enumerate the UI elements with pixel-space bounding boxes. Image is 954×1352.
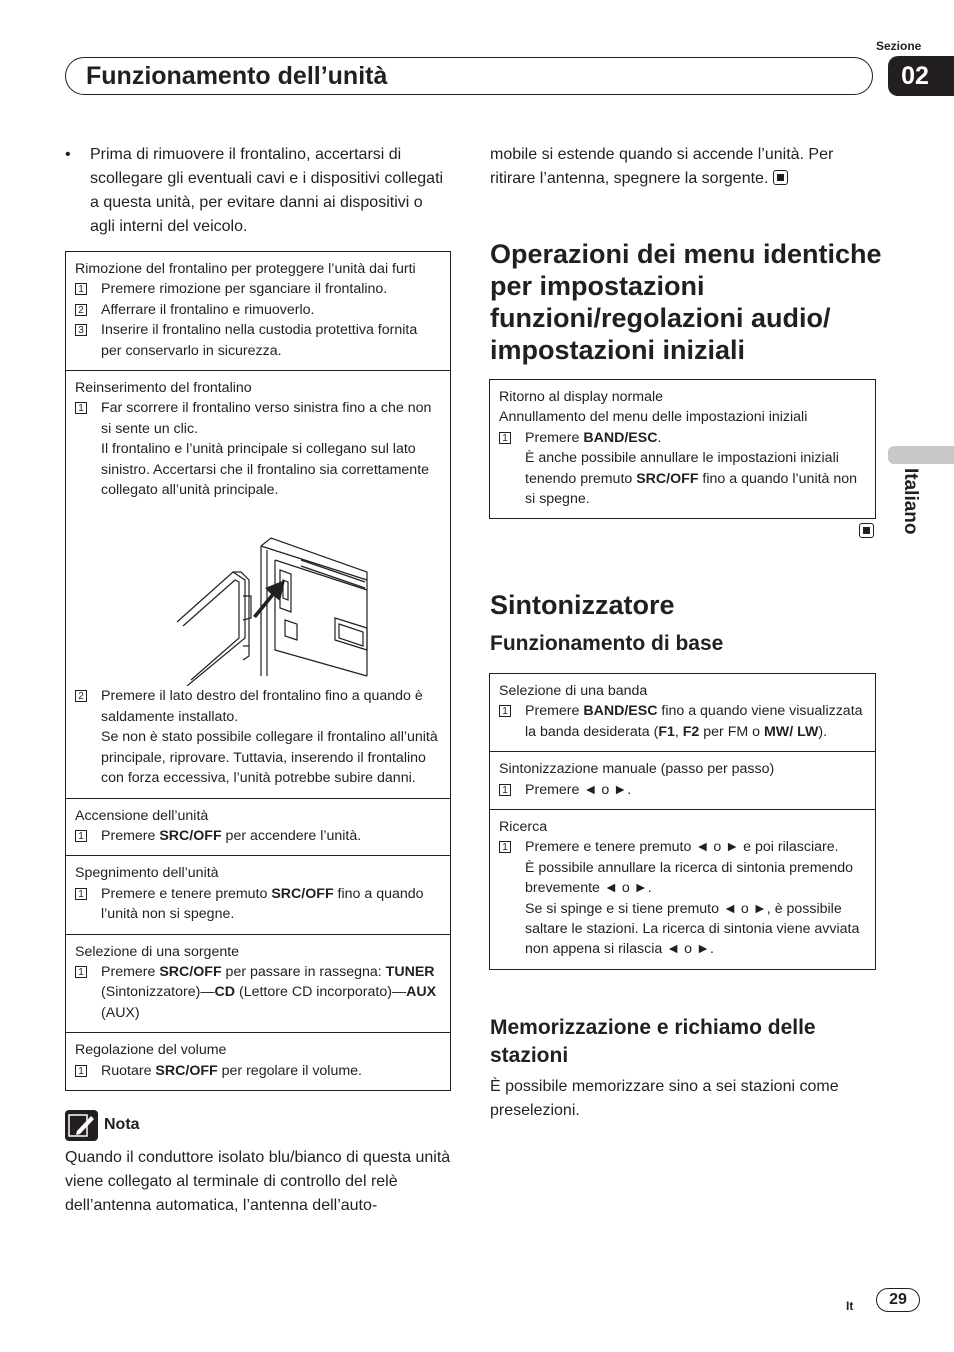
power-on-cell [66,798,450,856]
removal-step-3 [75,320,441,361]
page-title: Funzionamento dell’unità [86,62,388,90]
band-f1: F1 [658,723,675,740]
bullet-marker: • [65,146,71,163]
step-text: Premere il lato destro del frontalino fino a quando è saldamente installato. [101,688,423,725]
step-number: 1 [75,283,87,295]
band-sep: per FM o [699,723,764,740]
volume-cell [66,1032,450,1090]
step-text-pre: Premere [101,827,160,844]
removal-step-2 [75,300,441,320]
language-tab-label: Italiano [900,468,921,535]
menu-step-1 [499,428,866,510]
step-number: 1 [499,432,511,444]
step-text: Premere ◄ o ►. [525,781,632,798]
step-text-pre: Premere [525,703,584,720]
source-title: Selezione di una sorgente [75,943,240,960]
step-number: 1 [75,966,87,978]
reinsert-cell [66,370,450,797]
step-number: 1 [75,830,87,842]
step-number: 2 [75,304,87,316]
basic-operation-heading: Funzionamento di base [490,632,724,655]
menu-cancel-title: Annullamento del menu delle impostazioni iniziali [499,409,808,426]
language-code: It [846,1299,854,1313]
step-text: Afferrare il frontalino e rimuoverlo. [101,301,315,318]
source-aux: AUX [406,984,437,1001]
manual-step-1 [499,780,866,800]
source-aux-desc: (AUX) [101,1004,140,1021]
step-number: 1 [499,784,511,796]
tuner-heading: Sintonizzatore [490,590,675,620]
power-on-step-1 [75,826,441,846]
band-mw-lw: MW/ LW [763,723,819,740]
key-name: SRC/OFF [636,470,699,487]
section-end-icon [773,170,788,185]
step-number: 1 [499,841,511,853]
menu-operations-table [489,379,876,519]
seek-step-1 [499,837,866,959]
step-text-post: per passare in rassegna: [221,963,382,980]
note-text: Quando il conduttore isolato blu/bianco di questa unità viene collegato al terminale di controllo del relè dell’antenna automatica, l’antenna dell’auto- [65,1149,451,1214]
tuner-operations-table [489,673,876,970]
seek-title: Ricerca [499,819,548,836]
reinsert-step-1 [75,398,441,500]
removal-step-1 [75,279,441,299]
page-number: 29 [876,1288,920,1312]
section-label: Sezione [876,39,922,53]
removal-cell [66,252,450,370]
power-on-title: Accensione dell’unità [75,807,209,824]
step-text-mid: fino a quando viene visualizzata la banda desiderata ( [525,703,863,740]
step-text: Inserire il frontalino nella custodia protettiva fornita per conservarlo in sicurezza. [101,322,418,359]
seek-cell [490,809,875,969]
step-note [525,448,866,509]
source-cell [66,934,450,1033]
intro-bullet [65,143,445,239]
step-text-post: fino a quando l’unità non si spegne. [101,885,424,923]
key-name: SRC/OFF [159,963,222,980]
band-end: ). [818,723,828,740]
note-post: fino a quando l’unità non si spegne. [525,470,858,508]
key-name: SRC/OFF [271,885,334,902]
note-pencil-icon [65,1110,98,1141]
step-text-pre: Premere [101,963,160,980]
power-off-step-1 [75,884,441,925]
source-cd: CD [214,984,236,1001]
reinsert-step-2 [75,686,441,788]
front-panel-operations-table [65,251,451,1091]
key-name: BAND/ESC [583,703,658,720]
source-cd-desc: (Lettore CD incorporato)— [235,984,407,1001]
step-text-post: . [657,429,662,446]
step-note: Se si spinge e si tiene premuto ◄ o ►, è possibile saltare le stazioni. La ricerca di sintonia viene avviata non appena si rilascia ◄ o ►. [525,900,860,958]
step-text-pre: Premere [525,429,584,446]
removal-title: Rimozione del frontalino per proteggere l’unità dai furti [75,261,416,277]
volume-title: Regolazione del volume [75,1042,227,1059]
step-number: 1 [75,1065,87,1077]
step-text: Premere rimozione per sganciare il frontalino. [101,281,388,298]
key-name: SRC/OFF [159,827,222,844]
step-text-pre: Ruotare [101,1062,156,1079]
menu-return-cell [490,380,875,518]
memory-heading: Memorizzazione e richiamo delle stazioni [490,1016,816,1067]
intro-bullet-text: Prima di rimuovere il frontalino, accertarsi di scollegare gli eventuali cavi e i dispositivi collegati a questa unità, per evitare danni ai dispositivi o agli interni del veicolo. [90,146,444,235]
section-number-badge: 02 [888,56,954,96]
step-note: Se non è stato possibile collegare il frontalino all’unità principale, riprovare. Tuttavia, inserendo il frontalino con forza eccessiva, l’unità potrebbe subire danni. [101,729,438,787]
step-text: Far scorrere il frontalino verso sinistra fino a che non si sente un clic. [101,400,432,437]
source-tuner: TUNER [385,963,435,980]
section-end-icon [859,523,874,538]
volume-step-1 [75,1061,441,1081]
step-number: 2 [75,690,87,702]
step-number: 1 [75,402,87,414]
language-tab-marker [888,446,954,464]
note-label: Nota [104,1116,140,1133]
step-number: 1 [75,888,87,900]
step-note: È possibile annullare la ricerca di sintonia premendo brevemente ◄ o ►. [525,859,854,897]
band-title: Selezione di una banda [499,683,648,699]
reinsert-title: Reinserimento del frontalino [75,380,252,397]
note-continuation [490,143,875,191]
front-panel-diagram [75,500,441,686]
step-text-post: per regolare il volume. [217,1062,362,1079]
key-name: BAND/ESC [583,429,658,446]
band-f2: F2 [682,723,700,740]
memory-text: È possibile memorizzare sino a sei stazioni come preselezioni. [490,1078,839,1119]
manual-tuning-cell [490,751,875,809]
source-tuner-desc: (Sintonizzatore)— [101,984,215,1001]
step-text-post: per accendere l’unità. [221,827,362,844]
band-step-1 [499,701,866,742]
band-cell [490,674,875,751]
step-number: 1 [499,705,511,717]
front-panel-attach-illustration [75,500,441,686]
key-name: SRC/OFF [155,1062,218,1079]
band-sep: , [674,723,683,740]
step-number: 3 [75,324,87,336]
menu-operations-heading: Operazioni dei menu identiche per impostazioni funzioni/regolazioni audio/ impostazioni iniziali [490,239,882,365]
step-text: Premere e tenere premuto ◄ o ► e poi rilasciare. [525,839,839,856]
menu-return-title: Ritorno al display normale [499,389,664,405]
power-off-title: Spegnimento dell’unità [75,865,219,882]
note-pre: È anche possibile annullare le impostazioni iniziali tenendo premuto [525,450,839,487]
step-note: Il frontalino e l’unità principale si collegano sul lato sinistro. Accertarsi che il frontalino sia correttamente collegato all’unità principale. [101,441,430,499]
note-continuation-text: mobile si estende quando si accende l’unità. Per ritirare l’antenna, spegnere la sorgente. [490,146,834,187]
step-text-pre: Premere e tenere premuto [101,885,272,902]
source-step-1 [75,962,441,1023]
power-off-cell [66,855,450,933]
manual-tuning-title: Sintonizzazione manuale (passo per passo) [499,761,775,778]
